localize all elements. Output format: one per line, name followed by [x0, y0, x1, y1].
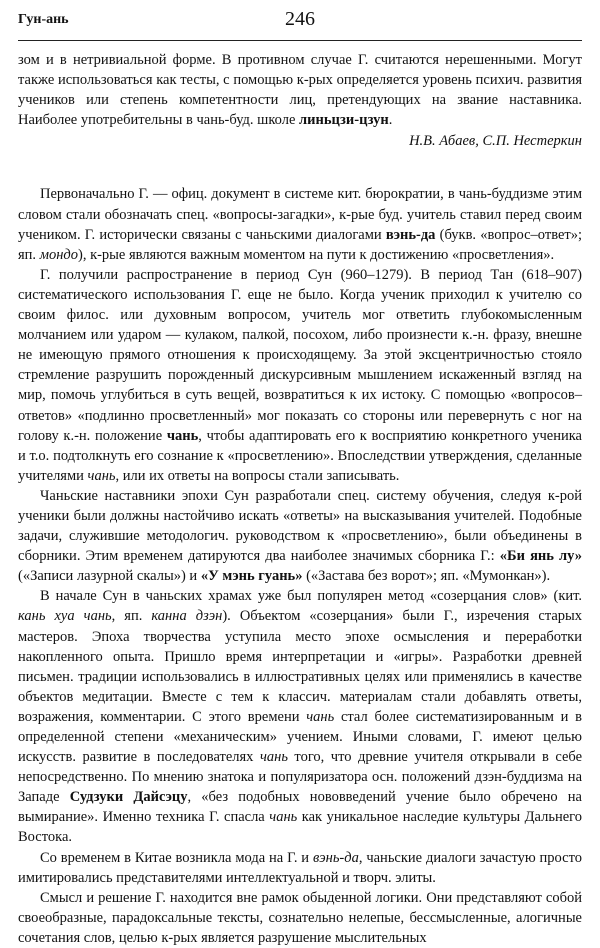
author-signature: Н.В. Абаев, С.П. Нестеркин: [409, 133, 582, 150]
paragraph: Со временем в Китае возникла мода на Г. и вэнь-да, чаньские диалоги зачастую просто имитировались представителями интеллектуальной и творч. элиты.: [18, 849, 582, 886]
italic-term: чань: [87, 467, 116, 484]
page-number: 246: [285, 8, 315, 30]
paragraph: Чаньские наставники эпохи Сун разработали спец. систему обучения, следуя к-рой ученики были должны настойчиво искать «ответы» на высказывания учителей. Подобные задачи, служившие методологич. руководством к «просветлению», были объединены в сборники. Этим временем датируются два наиболее значимых сборника Г.: «Би янь лу» («Записи лазурной скалы») и «У мэнь гуань» («Застава без ворот»; яп. «Мумонкан»).: [18, 487, 583, 585]
bold-term: вэнь-да: [385, 226, 436, 243]
bold-term: линьцзи-цзун: [299, 112, 389, 129]
italic-term: чань: [306, 708, 335, 725]
italic-term: кань хуа чань: [18, 608, 112, 625]
running-head: Гун-ань: [18, 12, 69, 27]
italic-term: чань: [259, 749, 288, 766]
article-gap: [18, 151, 582, 184]
italic-term: мондо: [39, 246, 78, 263]
paragraph: В начале Сун в чаньских храмах уже был популярен метод «созерцания слов» (кит. кань хуа чань, яп. канна дзэн). Объектом «созерцания» были Г., изречения старых мастеров. Эпоха творчества уступила место эпохе осмысления и переработки накопленного опыта. Пришло время интерпретации и «игры». Разработки древней письмен. традиции использовались в иллюстративных целях или применялись в качестве объектов медитации. Вместе с тем к классич. материалам стали добавлять ответы, возражения, комментарии. С этого времени чань стал более систематизированным и в определенной степени «механическим» учением. Иными словами, Г. имеют целью искусств. развитие в последователях чань того, что древние учителя открывали в себе непосредственно. По мнению знатока и популяризатора осн. положений дзэн-буддизма на Западе Судзуки Дайсэцу, «без подобных нововведений учение было обречено на вымирание». Именно техника Г. спасла чань как уникальное наследие культуры Дальнего Востока.: [18, 588, 583, 846]
paragraph: зом и в нетривиальной форме. В противном случае Г. считаются нерешенными. Могут также использоваться как тесты, с помощью к-рых определяется уровень психич. развития учеников или степень компетентности лиц, претендующих на звание наставника. Наиболее употребительны в чань-буд. школе линьцзи-цзун.: [18, 52, 582, 129]
italic-term: канна дзэн: [151, 608, 223, 625]
header-rule: [18, 40, 582, 41]
bold-term: чань: [166, 427, 199, 444]
italic-term: вэнь-да: [312, 849, 359, 866]
paragraph: Г. получили распространение в период Сун (960–1279). В период Тан (618–907) систематического использования Г. еще не было. Когда ученик приходил к учителю со своим филос. или духовным вопросом, учитель мог ответить глубокомысленным молчанием или ударом — кулаком, палкой, посохом, либо произнести к.-н. фразу, внешне не имеющую прямого отношения к происходящему. За этой эксцентричностью стояло стремление разрушить порожденный дискурсивным мышлением искаженный взгляд на мир, помочь углубиться в суть вещей, возвратиться к их истоку. С помощью «вопросов–ответов» «подлинно просветленный» мог показать со стороны или перевернуть с ног на голову к.-н. положение чань, чтобы адаптировать его к восприятию конкретного ученика и т.о. подтолкнуть его сознание к «просветлению». Впоследствии утверждения, сделанные учителями чань, или их ответы на вопросы стали записывать.: [18, 266, 582, 484]
italic-term: чань: [269, 809, 298, 826]
paragraph: Первоначально Г. — офиц. документ в системе кит. бюрократии, в чань-буддизме этим словом стали обозначать спец. «вопросы-загадки», к-рые буд. учитель ставил перед своим учеником. Г. исторически связаны с чаньскими диалогами вэнь-да (букв. «вопрос–ответ»; яп. мондо), к-рые являются важным моментом на пути к достижению «просветления».: [18, 186, 583, 263]
bold-term: «Би янь лу»: [499, 548, 583, 565]
page-header: [18, 8, 582, 36]
paragraph: Смысл и решение Г. находится вне рамок обыденной логики. Они представляют собой своеобразные, парадоксальные тексты, сознательно нелепые, бессмысленные, алогичные сочетания слов, целью к-рых является разрушение мыслительных: [18, 889, 582, 946]
bold-term: «У мэнь гуань»: [200, 568, 303, 585]
bold-term: Судзуки Дайсэцу: [69, 789, 188, 806]
article-body: [18, 50, 582, 948]
